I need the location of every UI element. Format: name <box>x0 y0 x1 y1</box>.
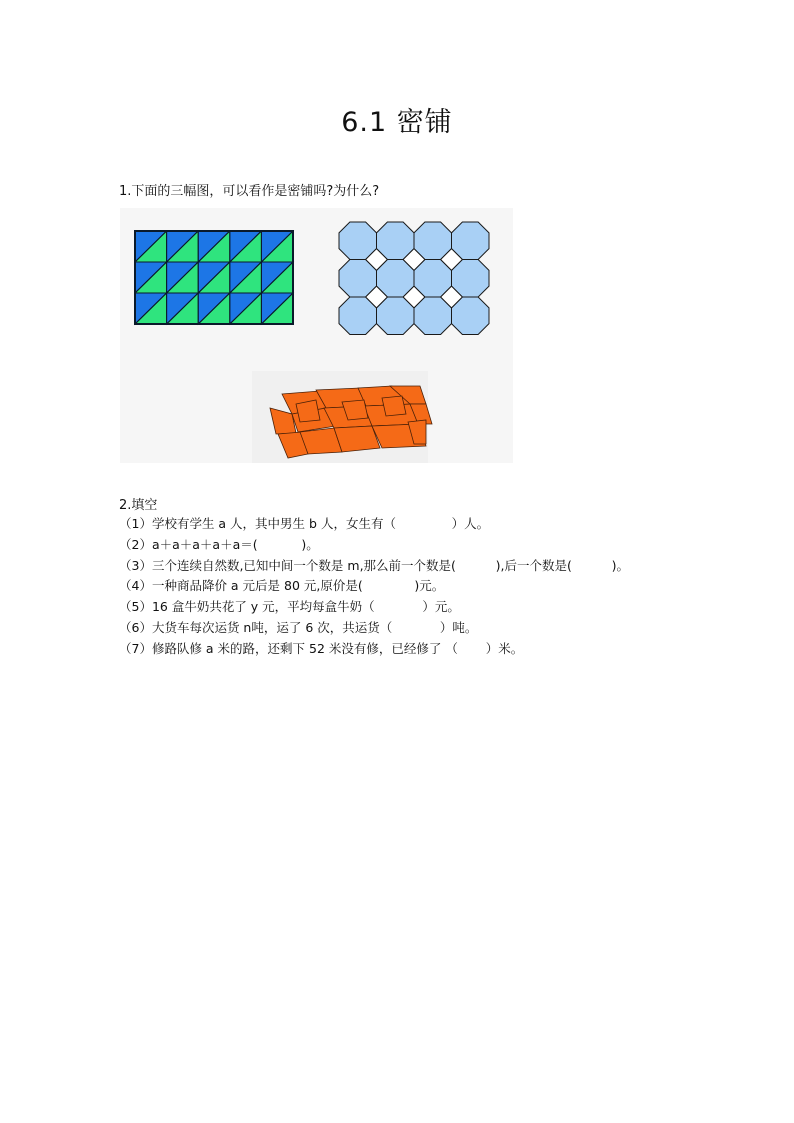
tiling-figures <box>120 208 513 463</box>
page-title: 6.1 密铺 <box>341 107 453 138</box>
fill-in-list <box>119 514 629 660</box>
list-item: （4）一种商品降价 a 元后是 80 元,原价是( )元。 <box>119 578 445 594</box>
list-item: （3）三个连续自然数,已知中间一个数是 m,那么前一个数是( ),后一个数是( )。 <box>119 557 629 573</box>
list-item: （1）学校有学生 a 人，其中男生 b 人，女生有（ ）人。 <box>119 516 490 531</box>
triangle-grid-figure <box>135 231 293 324</box>
question-1-prompt: 1.下面的三幅图，可以看作是密铺吗?为什么? <box>119 184 380 199</box>
list-item: （7）修路队修 a 米的路，还剩下 52 米没有修，已经修了 （ ）米。 <box>119 640 524 656</box>
irregular-quadrilaterals-figure <box>270 386 432 458</box>
octagon-square-tiling-figure <box>339 222 489 335</box>
question-2-heading: 2.填空 <box>119 498 158 513</box>
list-item: （6）大货车每次运货 n吨，运了 6 次，共运货（ ）吨。 <box>119 619 478 635</box>
list-item: （2）a＋a＋a＋a＋a＝( )。 <box>119 536 319 552</box>
list-item: （5）16 盒牛奶共花了 y 元，平均每盒牛奶（ ）元。 <box>119 599 460 615</box>
